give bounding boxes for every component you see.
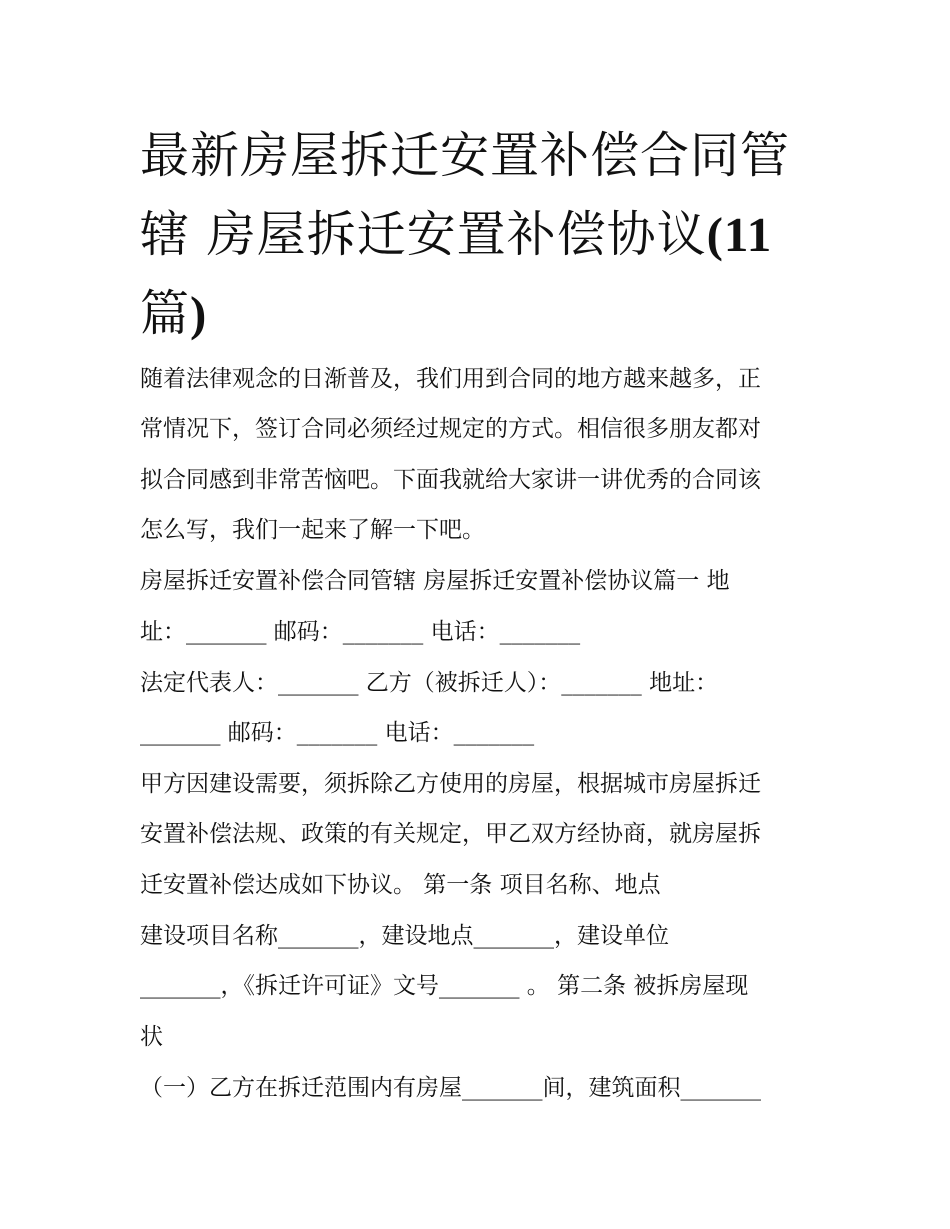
body-line: 随着法律观念的日渐普及，我们用到合同的地方越来越多，正 — [140, 366, 761, 392]
title-line-3: 篇 — [140, 285, 191, 342]
body-line: _______ 邮码：_______ 电话：_______ — [140, 720, 535, 746]
title-line-2: 辖 房屋拆迁安置补偿协议 — [140, 206, 707, 263]
title-line-1: 最新房屋拆迁安置补偿合同管 — [140, 127, 791, 184]
body-line: 甲方因建设需要，须拆除乙方使用的房屋，根据城市房屋拆迁 — [140, 771, 761, 797]
body-line: 房屋拆迁安置补偿合同管辖 房屋拆迁安置补偿协议篇一 地 — [140, 568, 730, 594]
body-line: 安置补偿法规、政策的有关规定，甲乙双方经协商，就房屋拆 — [140, 821, 761, 847]
title-line-2-suffix: (11 — [706, 207, 773, 262]
body-line: 状 — [140, 1024, 163, 1050]
body-line: （一）乙方在拆迁范围内有房屋_______间，建筑面积_______ — [140, 1075, 761, 1101]
body-line: 常情况下，签订合同必须经过规定的方式。相信很多朋友都对 — [140, 416, 761, 442]
body-line: 迁安置补偿达成如下协议。 第一条 项目名称、地点 — [140, 872, 661, 898]
body-line: _______，《拆迁许可证》文号_______ 。 第二条 被拆房屋现 — [140, 973, 749, 999]
body-line: 拟合同感到非常苦恼吧。下面我就给大家讲一讲优秀的合同该 — [140, 467, 761, 493]
body-line: 怎么写，我们一起来了解一下吧。 — [140, 517, 485, 543]
body-line: 建设项目名称_______，建设地点_______，建设单位 — [140, 923, 669, 949]
document-title — [140, 116, 820, 353]
body-line: 法定代表人：_______ 乙方（被拆迁人）：_______ 地址： — [140, 670, 719, 696]
body-line: 址：_______ 邮码：_______ 电话：_______ — [140, 619, 581, 645]
title-line-3-suffix: ) — [190, 286, 208, 341]
